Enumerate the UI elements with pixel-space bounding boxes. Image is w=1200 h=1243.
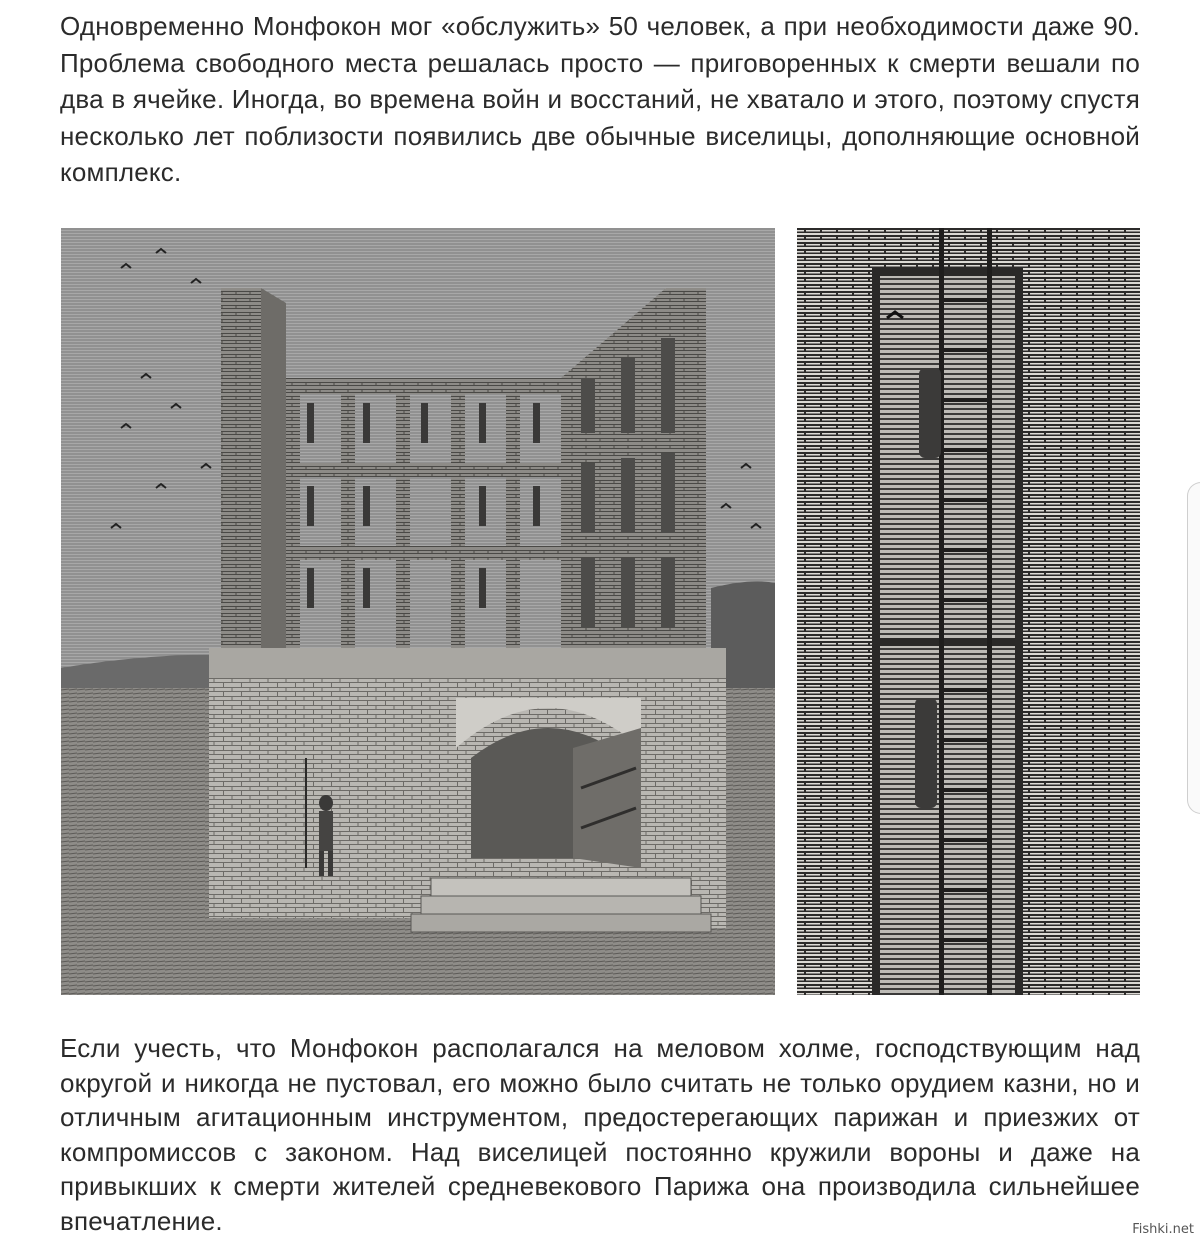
engraving-montfaucon-gibbet [61, 228, 775, 995]
article-paragraph-1: Одновременно Монфокон мог «обслужить» 50 человек, а при необходимости даже 90. Проблема свободного места решалась просто — приговоренных к смерти вешали по два в ячейке. Иногда, во времена войн и восстаний, не хватало и этого, поэтому спустя несколько лет поблизости появились две обычные виселицы, дополняющие основной комплекс. [60, 11, 1140, 187]
engraving-detail-ladder [797, 228, 1140, 995]
engraving-illustration [61, 228, 775, 995]
engraving-detail-illustration [797, 228, 1140, 995]
scrollbar-handle[interactable] [1187, 482, 1200, 814]
site-watermark: Fishki.net [1132, 1222, 1194, 1237]
article-paragraph-2: Если учесть, что Монфокон располагался на меловом холме, господствующим над округой и никогда не пустовал, его можно было считать не только орудием казни, но и отличным агитационным инструментом, предостерегающих парижан и приезжих от компромиссов с законом. Над виселицей постоянно кружили вороны и даже на привыкших к смерти жителей средневекового Парижа она производила сильнейшее впечатление. [60, 1033, 1140, 1236]
